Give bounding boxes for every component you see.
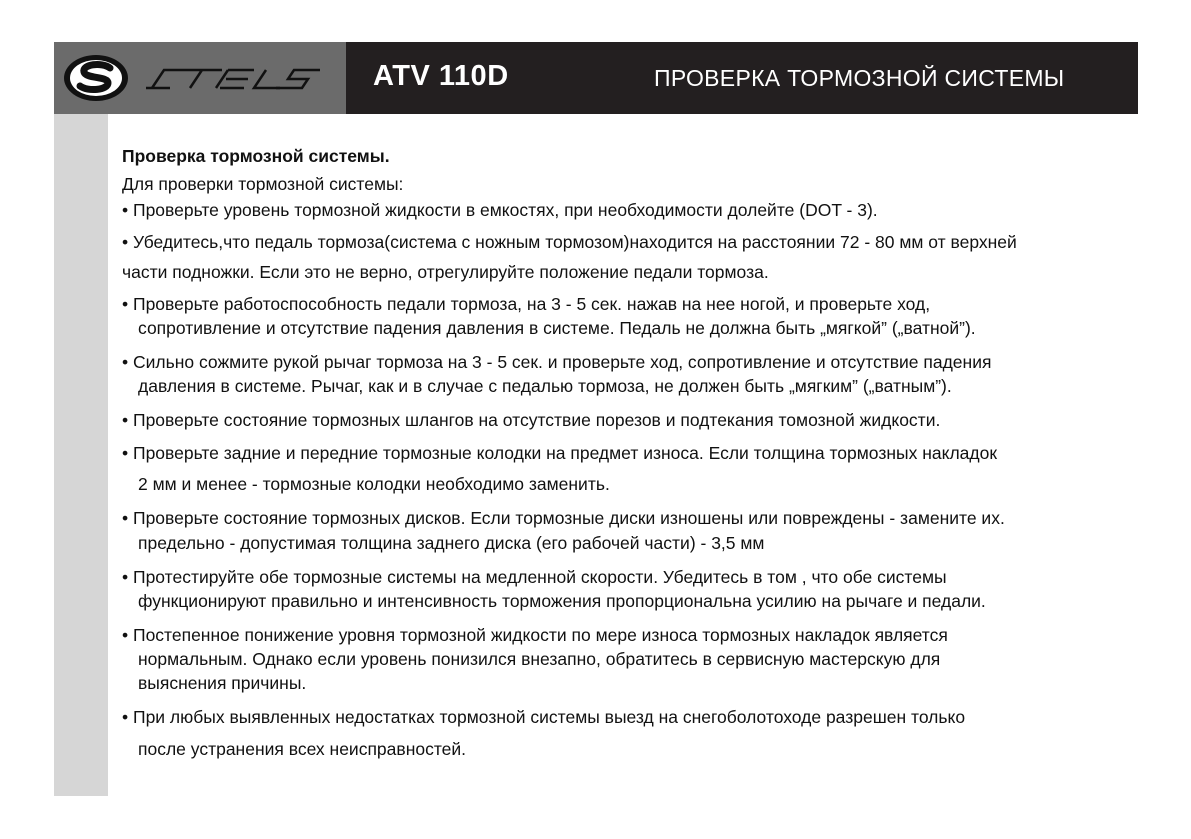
text-line: после устранения всех неисправностей. [138, 739, 467, 759]
text-line: • Убедитесь,что педаль тормоза(система с ножным тормозом)находится на расстоянии 72 - 80 мм от верхней [122, 232, 1017, 252]
text-line: давления в системе. Рычаг, как и в случае с педалью тормоза, не должен быть „мягким” („ватным”). [138, 376, 952, 396]
side-bar [54, 114, 108, 796]
text-line: • Протестируйте обе тормозные системы на медленной скорости. Убедитесь в том , что обе системы [122, 567, 947, 587]
text-line: 2 мм и менее - тормозные колодки необходимо заменить. [138, 474, 610, 494]
text-line: • Проверьте состояние тормозных дисков. Если тормозные диски изношены или повреждены - замените их. [122, 508, 1005, 528]
model-name: ATV 110D [373, 60, 509, 92]
text-line: нормальным. Однако если уровень понизился внезапно, обратитесь в сервисную мастерскую для [138, 649, 941, 669]
text-line: • При любых выявленных недостатках тормозной системы выезд на снегоболотоходе разрешен только [122, 707, 966, 727]
brand-logo [54, 42, 346, 114]
text-line: • Сильно сожмите рукой рычаг тормоза на 3 - 5 сек. и проверьте ход, сопротивление и отсутствие падения [122, 352, 992, 372]
text-line: выяснения причины. [138, 673, 307, 693]
text-line: • Проверьте работоспособность педали тормоза, на 3 - 5 сек. нажав на нее ногой, и проверьте ход, [122, 294, 931, 314]
intro-text: Для проверки тормозной системы: [122, 174, 404, 194]
page-header [54, 42, 1138, 114]
text-line: сопротивление и отсутствие падения давления в системе. Педаль не должна быть „мягкой” („ватной”). [138, 318, 976, 338]
svg-text:STELS: STELS [62, 52, 66, 53]
text-line: • Постепенное понижение уровня тормозной жидкости по мере износа тормозных накладок является [122, 625, 948, 645]
section-title: ПРОВЕРКА ТОРМОЗНОЙ СИСТЕМЫ [654, 65, 1065, 91]
text-line: • Проверьте состояние тормозных шлангов на отсутствие порезов и подтекания томозной жидкости. [122, 410, 941, 430]
stels-logo-icon [62, 52, 332, 104]
text-line: предельно - допустимая толщина заднего диска (его рабочей части) - 3,5 мм [138, 533, 765, 553]
document-heading: Проверка тормозной системы. [122, 146, 390, 166]
text-line: • Проверьте уровень тормозной жидкости в емкостях, при необходимости долейте (DOT - 3). [122, 200, 878, 220]
text-line: части подножки. Если это не верно, отрегулируйте положение педали тормоза. [122, 262, 769, 282]
text-line: функционируют правильно и интенсивность торможения пропорциональна усилию на рычаге и педали. [138, 591, 986, 611]
text-line: • Проверьте задние и передние тормозные колодки на предмет износа. Если толщина тормозных накладок [122, 443, 998, 463]
